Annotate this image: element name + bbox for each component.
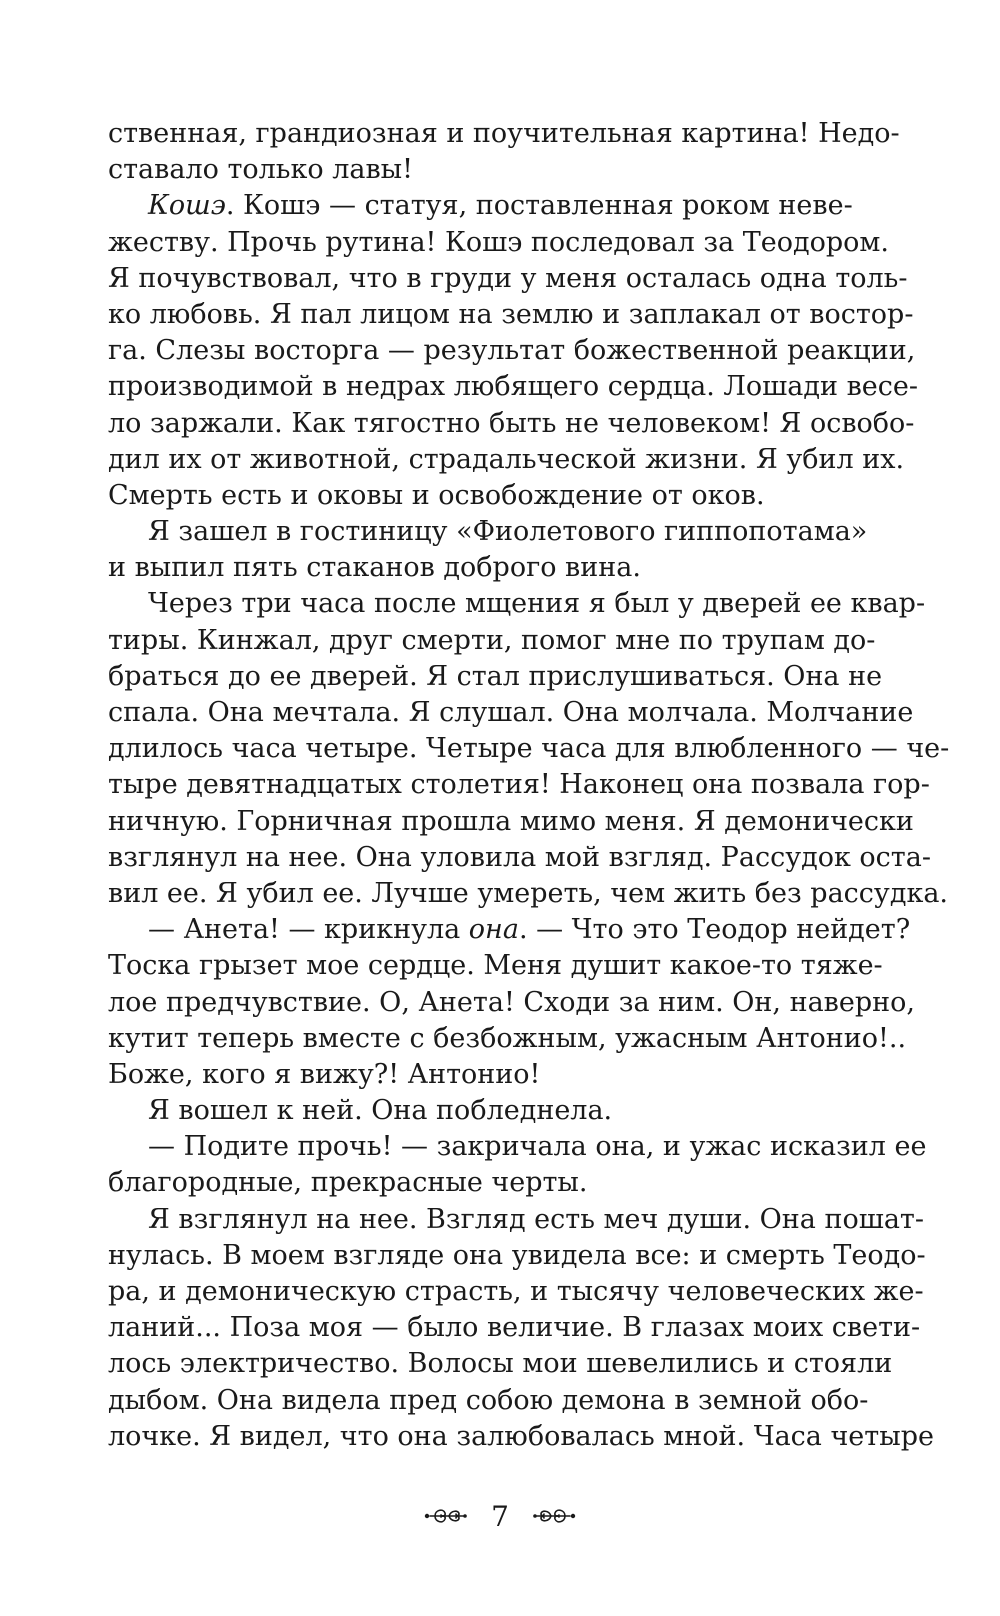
text-line: Я зашел в гостиницу «Фиолетового гиппопотама» — [148, 516, 868, 548]
text-line: и выпил пять стаканов доброго вина. — [108, 552, 641, 584]
text-line: дил их от животной, страдальческой жизни. Я убил их. — [108, 443, 905, 475]
text-line: тыре девятнадцатых столетия! Наконец она позвала гор- — [108, 769, 930, 801]
text-line: лое предчувствие. О, Анета! Сходи за ним. Он, наверно, — [108, 986, 915, 1018]
text-line: жеству. Прочь рутина! Кошэ последовал за Теодором. — [108, 226, 889, 258]
text-line: — Подите прочь! — закричала она, и ужас исказил ее — [148, 1131, 927, 1163]
text-line: ланий... Поза моя — было величие. В глазах моих свети- — [108, 1312, 921, 1344]
line-before: — Анета! — крикнула — [148, 914, 469, 946]
floral-ornament-icon — [531, 1504, 577, 1528]
text-line: дыбом. Она видела пред собою демона в земной обо- — [108, 1384, 869, 1416]
text-line: благородные, прекрасные черты. — [108, 1167, 588, 1199]
page-footer — [0, 1496, 1000, 1536]
text-line: Боже, кого я вижу?! Антонио! — [108, 1058, 541, 1090]
line-rest: . Кошэ — статуя, поставленная роком неве- — [225, 190, 853, 222]
line-rest: . — Что это Теодор нейдет? — [518, 914, 911, 946]
text-line — [108, 188, 853, 224]
text-line: взглянул на нее. Она уловила мой взгляд. Рассудок оста- — [108, 841, 931, 873]
text-line — [108, 912, 911, 948]
text-line: Смерть есть и оковы и освобождение от оков. — [108, 479, 765, 511]
text-line: браться до ее дверей. Я стал прислушиваться. Она не — [108, 660, 883, 692]
text-line: нулась. В моем взгляде она увидела все: и смерть Теодо- — [108, 1239, 926, 1271]
italic-pronoun: она — [468, 914, 519, 946]
text-line: производимой в недрах любящего сердца. Лошади весе- — [108, 371, 918, 403]
text-line: вил ее. Я убил ее. Лучше умереть, чем жить без рассудка. — [108, 877, 948, 909]
text-line: Я взглянул на нее. Взгляд есть меч души. Она пошат- — [148, 1203, 924, 1235]
text-line: лочке. Я видел, что она залюбовалась мной. Часа четыре — [108, 1420, 934, 1452]
floral-ornament-icon — [423, 1504, 469, 1528]
text-line: ра, и демоническую страсть, и тысячу человеческих же- — [108, 1276, 924, 1307]
text-line: длилось часа четыре. Четыре часа для влюбленного — че- — [108, 733, 950, 765]
text-line: кутит теперь вместе с безбожным, ужасным Антонио!.. — [108, 1022, 907, 1054]
text-line: га. Слезы восторга — результат божественной реакции, — [108, 335, 916, 367]
text-line: ло заржали. Как тягостно быть не человеком! Я освобо- — [108, 407, 915, 439]
text-line: тиры. Кинжал, друг смерти, помог мне по трупам до- — [108, 624, 876, 656]
text-line: Я вошел к ней. Она побледнела. — [148, 1095, 613, 1127]
text-line: ничную. Горничная прошла мимо меня. Я демонически — [108, 805, 914, 837]
speaker-name: Кошэ — [148, 190, 226, 222]
page-number: 7 — [491, 1499, 509, 1533]
body-text — [108, 116, 950, 1455]
text-line: ставало только лавы! — [108, 154, 413, 186]
text-line: спала. Она мечтала. Я слушал. Она молчала. Молчание — [108, 697, 914, 728]
text-line: ко любовь. Я пал лицом на землю и заплакал от востор- — [108, 298, 914, 330]
text-line: ственная, грандиозная и поучительная картина! Недо- — [108, 118, 900, 149]
text-line: Тоска грызет мое сердце. Меня душит какое-то тяже- — [108, 950, 883, 982]
text-line: Через три часа после мщения я был у дверей ее квар- — [148, 588, 926, 620]
text-line: лось электричество. Волосы мои шевелились и стояли — [108, 1348, 893, 1380]
text-line: Я почувствовал, что в груди у меня осталась одна толь- — [108, 262, 908, 294]
